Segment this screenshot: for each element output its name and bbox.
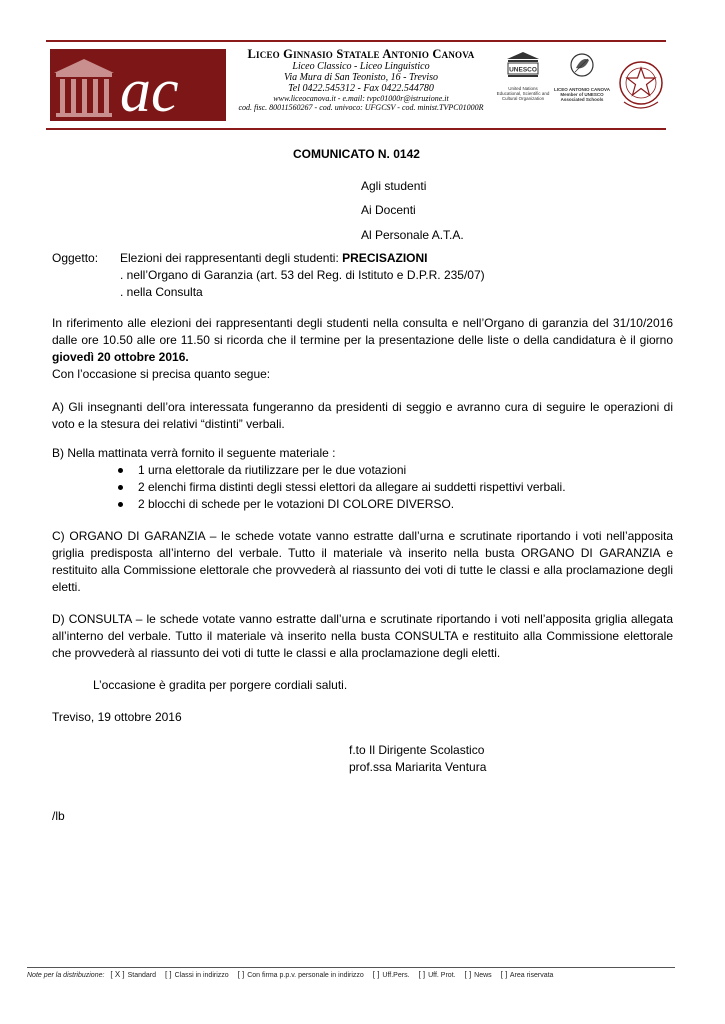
recipient-students: Agli studenti [361,179,427,193]
subject-precisazioni: PRECISAZIONI [342,251,428,265]
comunicato-number: COMUNICATO N. 0142 [293,147,420,161]
unesco-logo [496,50,550,102]
closing-greeting: L’occasione è gradita per porgere cordiali saluti. [93,678,348,692]
distribution-note: Note per la distribuzione: [27,972,105,979]
unesco-temple-icon [503,50,543,80]
star-emblem-icon [618,50,664,120]
option-news: News [474,972,492,979]
canova-caption: LICEO ANTONIO CANOVA Member of UNESCO Associated Schools [554,87,610,103]
option-classi: Classi in indirizzo [174,972,229,979]
list-item [118,479,566,496]
checkbox-uff-pers: [ ] [372,970,380,979]
school-logo [50,49,226,121]
date-place: Treviso, 19 ottobre 2016 [52,710,182,724]
bullet-icon [118,502,123,507]
deadline-date: giovedì 20 ottobre 2016. [52,350,189,364]
temple-logo-icon [50,49,226,121]
checkbox-uff-prot: [ ] [418,970,426,979]
option-standard: Standard [127,972,156,979]
unesco-caption: United Nations Educational, Scientific and Cultural Organization [496,86,550,101]
checkbox-firma: [ ] [237,970,245,979]
signature-name: prof.ssa Mariarita Ventura [349,760,487,774]
option-uff-pers: Uff.Pers. [382,972,410,979]
list-item [118,462,566,479]
paragraph-a: A) Gli insegnanti dell’ora interessata fungeranno da presidenti di seggio e avranno cura di seguire le operazioni di voto e la stesura dei relativi “distinti” verbali. [52,400,673,431]
intro-text: In riferimento alle elezioni dei rappresentanti degli studenti nella consulta e nell’Organo di garanzia del 31/10/2016 dalle ore 10.50 alle ore 11.50 si ricorda che il termine per la presentazione delle liste o della candidatura è il giorno [52,316,673,347]
subject-line-2: . nell’Organo di Garanzia (art. 53 del Reg. di Istituto e D.P.R. 235/07) [120,268,485,282]
paragraph-d: D) CONSULTA – le schede votate vanno estratte dall’urna e scrutinate riportando i voti nell’apposita griglia allegata all’interno del verbale. Tutto il materiale và inserito nella busta CONSULTA e restituito alla Commissione elettorale che provvederà al riassunto dei voti di tutte le classi e alla proclamazione degli eletti. [52,612,673,660]
school-codes: cod. fisc. 80011560267 - cod. univoco: UFGCSV - cod. minist.TVPC01000R [238,102,484,112]
checkbox-classi: [ ] [164,970,172,979]
bullet-icon [118,468,123,473]
intro-followup: Con l’occasione si precisa quanto segue: [52,367,271,381]
footer-divider [27,967,675,968]
option-area-riservata: Area riservata [509,972,554,979]
subject-line-1 [120,250,540,267]
materials-list [118,462,566,513]
school-web-email: www.liceocanova.it - e.mail: tvpc01000r@istruzione.it [273,93,449,103]
initials: /lb [52,809,65,823]
option-firma: Con firma p.p.v. personale in indirizzo [247,972,364,979]
subject-line-3: . nella Consulta [120,285,203,299]
material-signature-lists: 2 elenchi firma distinti degli stessi elettori da allegare ai suddetti rispettivi verbali. [138,480,566,494]
subject-label: Oggetto: [52,251,99,265]
school-address: Via Mura di San Teonisto, 16 - Treviso [283,72,439,84]
school-type: Liceo Classico - Liceo Linguistico [292,61,430,72]
distribution-footer [27,970,560,981]
unesco-wordmark: UNESCO [509,66,537,74]
recipient-teachers: Ai Docenti [361,203,416,217]
checkbox-area-riservata: [ ] [500,970,508,979]
recipient-ata-staff: Al Personale A.T.A. [361,228,464,242]
subject-text: Elezioni dei rappresentanti degli studenti: [120,251,343,265]
canova-unesco-logo [552,50,612,103]
checkbox-standard: [ X ] [110,970,125,979]
school-name: Liceo Ginnasio Statale Antonio Canova [247,47,475,61]
paragraph-b: B) Nella mattinata verrà fornito il seguente materiale : [52,446,336,460]
checkbox-news: [ ] [464,970,472,979]
letterhead [46,40,666,130]
option-uff-prot: Uff. Prot. [428,972,456,979]
leaf-globe-icon [567,50,597,80]
bullet-icon [118,485,123,490]
paragraph-c: C) ORGANO DI GARANZIA – le schede votate vanno estratte dall’urna e scrutinate riportando i voti nell’apposita griglia predisposta all’interno del verbale. Tutto il materiale và inserito nella busta ORGANO DI GARANZIA e restituito alla Commissione elettorale che provvederà al riassunto dei voti di tutte le classi e alla proclamazione degli eletti. [52,529,673,594]
intro-paragraph [52,315,673,366]
subject-block [120,250,540,301]
italian-republic-emblem [618,50,664,120]
list-item [118,496,566,513]
school-phone: Tel 0422.545312 - Fax 0422.544780 [288,83,434,95]
material-ballot-pads: 2 blocchi di schede per le votazioni DI COLORE DIVERSO. [138,497,455,511]
school-info [230,47,492,112]
signature-title: f.to Il Dirigente Scolastico [349,743,485,757]
logo-letters: ac [120,57,179,121]
material-ballot-box: 1 urna elettorale da riutilizzare per le due votazioni [138,463,407,477]
